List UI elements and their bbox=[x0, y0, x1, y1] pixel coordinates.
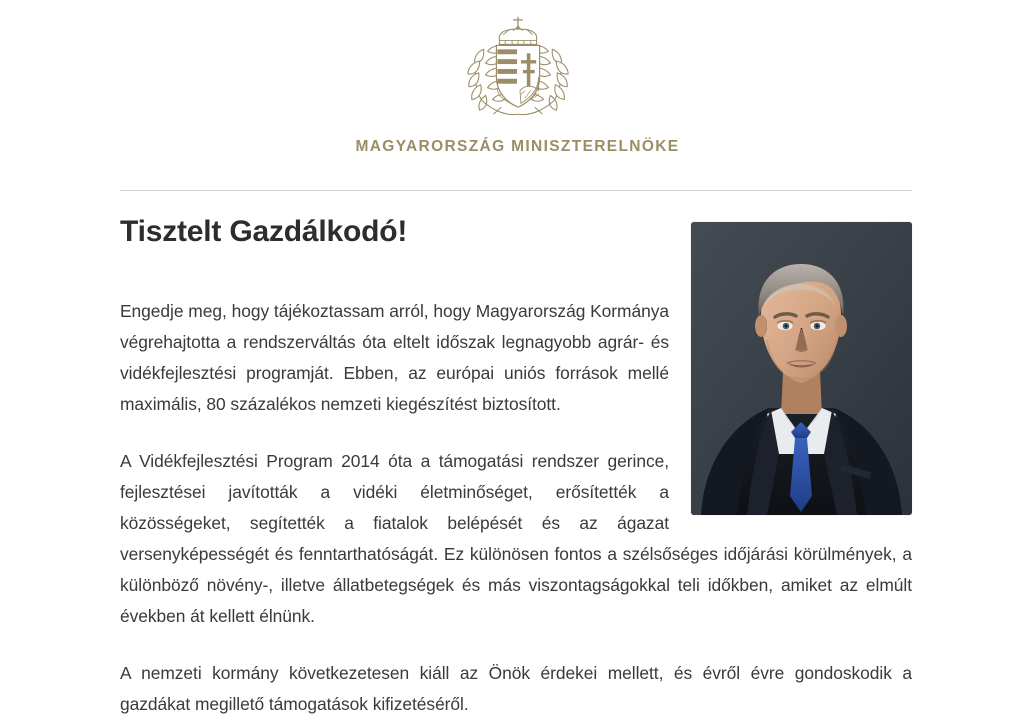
page-title: Tisztelt Gazdálkodó! bbox=[120, 215, 408, 248]
letterhead bbox=[0, 0, 1035, 156]
organization-title: MAGYARORSZÁG MINISZTERELNÖKE bbox=[355, 138, 680, 155]
letter-paragraph-2: A Vidékfejlesztési Program 2014 óta a támogatási rendszer gerince, fejlesztései javították a vidéki életminőséget, erősítették a közösségeket, segítették a fiatalok belépését és az ágazat versenyképességét és fenntarthatóságát. Ez különösen fontos a szélsőséges időjárási körülmények, a különböző növény-, illetve állatbetegségek és más viszontagságokkal teli időkben, amiket az elmúlt években át kellett élnünk. bbox=[120, 451, 912, 626]
letter-body bbox=[120, 214, 912, 720]
header-divider bbox=[120, 190, 912, 191]
portrait-photo bbox=[691, 222, 912, 515]
hungarian-coat-of-arms-icon bbox=[464, 12, 572, 124]
letter-paragraph-3: A nemzeti kormány következetesen kiáll az Önök érdekei mellett, és évről évre gondoskodik a gazdákat megillető támogatások kifizetéséről. bbox=[120, 663, 912, 714]
letter-paragraph-1: Engedje meg, hogy tájékoztassam arról, hogy Magyarország Kormánya végrehajtotta a rendszerváltás óta eltelt időszak legnagyobb agrár- és vidékfejlesztési programját. Ebben, az európai uniós források mellé maximális, 80 százalékos nemzeti kiegészítést biztosított. bbox=[120, 301, 669, 414]
